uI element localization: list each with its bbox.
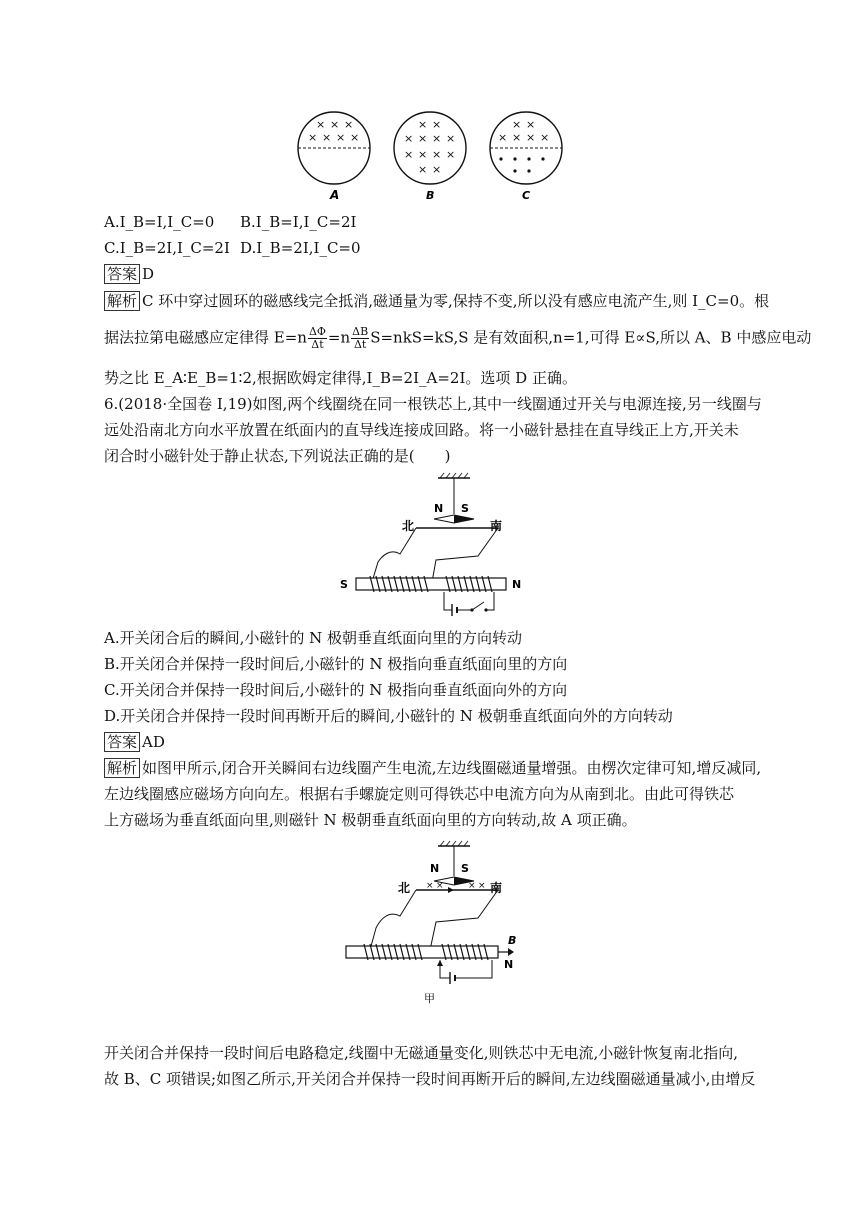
q5-analysis-line-2: 据法拉第电磁感应定律得 E=n $\frac{\Delta\Phi}{\Delta t}$ =n $\frac{\Delta B}{\Delta t}$ S=nkS=kS,S 是有效面积,n=1,可得 E∝S,所以 A、B 中感应电动	[104, 325, 812, 351]
q6-stem-line-3: 闭合时小磁针处于静止状态,下列说法正确的是( )	[104, 447, 451, 465]
svg-text:×: ×	[432, 148, 442, 161]
ring-b	[394, 112, 466, 202]
svg-text:B: B	[508, 934, 517, 947]
svg-text:×: ×	[526, 118, 536, 131]
analysis-tag: 解析	[104, 291, 140, 311]
svg-text:×: ×	[512, 118, 522, 131]
ring-c-label: C	[522, 189, 531, 202]
q6-option-a: A.开关闭合后的瞬间,小磁针的 N 极朝垂直纸面向里的方向转动	[104, 629, 523, 647]
q5-option-b: B.I_B=I,I_C=2I	[240, 213, 357, 231]
svg-text:×: ×	[432, 118, 442, 131]
ring-c	[490, 112, 562, 202]
ring-a	[298, 112, 370, 202]
answer-tag: 答案	[104, 732, 140, 752]
figure-2-caption: 甲	[424, 992, 435, 1005]
svg-text:S: S	[340, 578, 348, 591]
svg-text:×: ×	[432, 132, 442, 145]
svg-text:×: ×	[316, 118, 326, 131]
svg-text:×: ×	[404, 132, 414, 145]
svg-text:×: ×	[432, 163, 442, 176]
svg-text:×: ×	[540, 131, 550, 144]
svg-text:×: ×	[336, 131, 346, 144]
analysis-tag: 解析	[104, 758, 140, 778]
svg-text:×: ×	[436, 881, 444, 891]
q6-analysis-line-3: 上方磁场为垂直纸面向里,则磁针 N 极朝垂直纸面向里的方向转动,故 A 项正确。	[104, 811, 637, 829]
ring-b-label: B	[426, 189, 435, 202]
fraction-db-dt: $\frac{\Delta B}{\Delta t}$	[352, 325, 369, 351]
svg-text:×: ×	[478, 881, 486, 891]
q6-analysis-line-2: 左边线圈感应磁场方向向左。根据右手螺旋定则可得铁芯中电流方向为从南到北。由此可得铁芯	[104, 785, 735, 803]
q6-analysis-line-4: 开关闭合并保持一段时间后电路稳定,线圈中无磁通量变化,则铁芯中无电流,小磁针恢复南北指向,	[104, 1044, 739, 1062]
q5-option-d: D.I_B=2I,I_C=0	[240, 239, 361, 257]
q5-option-a: A.I_B=I,I_C=0	[104, 213, 215, 231]
svg-text:S: S	[461, 862, 469, 875]
svg-text:×: ×	[426, 881, 434, 891]
answer-tag: 答案	[104, 264, 140, 284]
svg-text:南: 南	[490, 881, 503, 895]
svg-text:×: ×	[446, 132, 456, 145]
svg-text:N: N	[434, 502, 444, 515]
svg-text:×: ×	[418, 163, 428, 176]
svg-text:N: N	[512, 578, 522, 591]
svg-text:×: ×	[526, 131, 536, 144]
circuit-figure-1	[330, 470, 530, 620]
q6-stem-line-2: 远处沿南北方向水平放置在纸面内的直导线连接成回路。将一小磁针悬挂在直导线正上方,开关未	[104, 421, 739, 439]
answer-value: AD	[142, 733, 165, 751]
svg-text:×: ×	[418, 132, 428, 145]
svg-text:×: ×	[350, 131, 360, 144]
svg-text:北: 北	[398, 881, 411, 895]
svg-text:×: ×	[468, 881, 476, 891]
svg-text:南: 南	[490, 519, 503, 533]
q5-analysis-line-3: 势之比 E_A∶E_B=1∶2,根据欧姆定律得,I_B=2I_A=2I。选项 D 正确。	[104, 369, 577, 387]
svg-text:×: ×	[308, 131, 318, 144]
svg-text:×: ×	[330, 118, 340, 131]
q6-stem-line-1: 6.(2018·全国卷 Ⅰ,19)如图,两个线圈绕在同一根铁芯上,其中一线圈通过开关与电源连接,另一线圈与	[104, 395, 762, 413]
q6-option-b: B.开关闭合并保持一段时间后,小磁针的 N 极指向垂直纸面向里的方向	[104, 655, 568, 673]
svg-text:×: ×	[512, 131, 522, 144]
rings-figure	[296, 108, 576, 208]
ring-a-label: A	[330, 188, 340, 202]
svg-text:N: N	[504, 958, 514, 971]
q5-answer	[104, 264, 154, 284]
svg-text:北: 北	[402, 519, 415, 533]
svg-text:S: S	[461, 502, 469, 515]
q6-analysis-line-1: 解析 如图甲所示,闭合开关瞬间右边线圈产生电流,左边线圈磁通量增强。由楞次定律可知,增反减同,	[104, 758, 761, 778]
fraction-dphi-dt: $\frac{\Delta\Phi}{\Delta t}$	[308, 325, 326, 351]
circuit-figure-2	[330, 838, 530, 1006]
q5-option-c: C.I_B=2I,I_C=2I	[104, 239, 230, 257]
q6-option-c: C.开关闭合并保持一段时间后,小磁针的 N 极指向垂直纸面向外的方向	[104, 681, 568, 699]
answer-value: D	[142, 265, 155, 283]
q5-analysis-line-1: 解析 C 环中穿过圆环的磁感线完全抵消,磁通量为零,保持不变,所以没有感应电流产生,则 I_C=0。根	[104, 291, 769, 311]
q6-option-d: D.开关闭合并保持一段时间再断开后的瞬间,小磁针的 N 极朝垂直纸面向外的方向转动	[104, 707, 673, 725]
svg-text:N: N	[430, 862, 440, 875]
q6-analysis-line-5: 故 B、C 项错误;如图乙所示,开关闭合并保持一段时间再断开后的瞬间,左边线圈磁通量减小,由增反	[104, 1070, 756, 1088]
q6-answer	[104, 732, 165, 752]
svg-text:×: ×	[418, 118, 428, 131]
svg-text:×: ×	[446, 148, 456, 161]
svg-text:×: ×	[404, 148, 414, 161]
svg-text:×: ×	[322, 131, 332, 144]
svg-text:×: ×	[498, 131, 508, 144]
svg-text:×: ×	[418, 148, 428, 161]
svg-text:×: ×	[344, 118, 354, 131]
